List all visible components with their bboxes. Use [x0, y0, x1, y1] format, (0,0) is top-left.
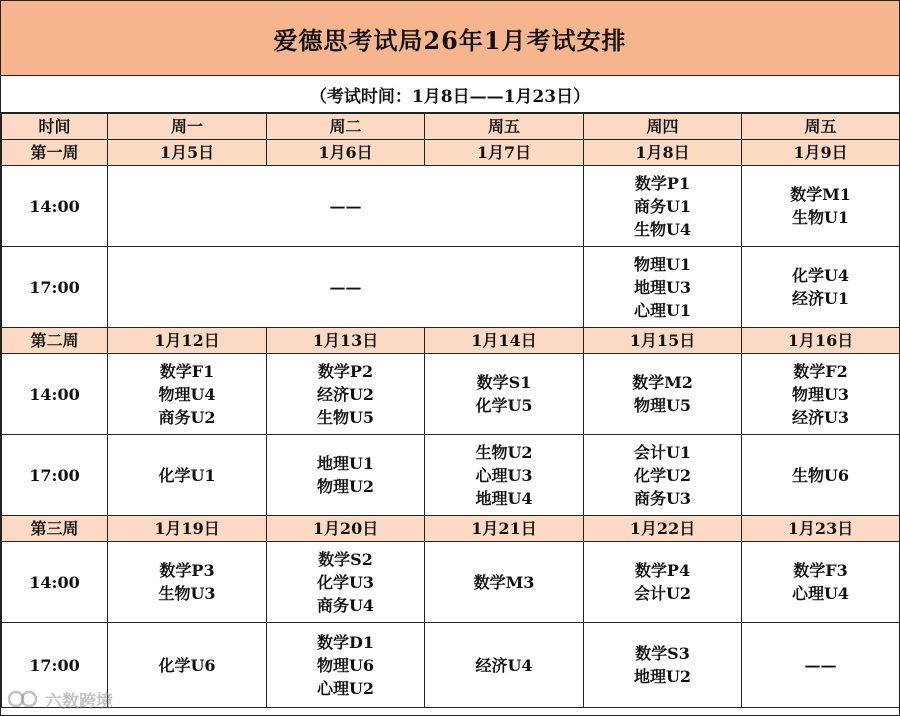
exam-item: 经济U3 [791, 407, 850, 427]
exam-item: 生物U1 [791, 208, 850, 227]
date-cell: 1月5日 [108, 140, 267, 166]
exam-item: 地理U2 [633, 667, 692, 686]
exam-item: 数学P3 [159, 561, 215, 580]
header-day-2: 周二 [267, 114, 425, 140]
exam-item: 经济U2 [316, 384, 375, 404]
date-cell: 1月8日 [584, 140, 742, 166]
date-cell: 1月6日 [267, 140, 425, 166]
exam-item: 物理U5 [633, 396, 692, 415]
exam-item: 数学F2 [793, 361, 848, 381]
exam-cell [584, 435, 742, 516]
exam-item: 数学M1 [790, 185, 851, 204]
header-day-1: 周一 [108, 114, 267, 140]
time-slot-row [2, 623, 900, 708]
week-label: 第二周 [2, 328, 108, 354]
date-cell: 1月19日 [108, 516, 267, 542]
exam-cell [584, 247, 742, 328]
time-cell: 14:00 [2, 166, 108, 247]
exam-item: 会计U2 [633, 584, 692, 603]
header-day-5: 周五 [742, 114, 900, 140]
exam-item: 商务U2 [158, 407, 216, 427]
header-time: 时间 [2, 114, 108, 140]
exam-item: 数学M3 [473, 572, 535, 592]
exam-item: 经济U4 [475, 655, 533, 675]
exam-item: 物理U1 [633, 254, 692, 274]
no-exam-cell: —— [108, 247, 584, 328]
date-cell: 1月23日 [742, 516, 900, 542]
date-cell: 1月16日 [742, 328, 900, 354]
exam-item: 物理U4 [158, 384, 216, 404]
exam-cell [267, 542, 425, 623]
week-label: 第一周 [2, 140, 108, 166]
time-slot-row [2, 166, 900, 247]
exam-item: 数学P4 [634, 561, 691, 580]
week-row [2, 140, 900, 166]
exam-cell [742, 166, 900, 247]
exam-item: 化学U6 [158, 655, 216, 675]
header-row [2, 114, 900, 140]
exam-item: 商务U3 [633, 488, 692, 508]
exam-cell [425, 354, 584, 435]
header-day-3: 周五 [425, 114, 584, 140]
date-cell: 1月22日 [584, 516, 742, 542]
exam-cell [425, 435, 584, 516]
exam-cell [584, 623, 742, 708]
exam-cell [267, 354, 425, 435]
exam-item: 化学U2 [633, 465, 692, 485]
time-slot-row [2, 435, 900, 516]
exam-item: —— [804, 655, 837, 675]
exam-item: 心理U4 [791, 584, 850, 603]
header-day-4: 周四 [584, 114, 742, 140]
exam-item: 物理U2 [316, 477, 375, 496]
exam-item: 化学U1 [158, 465, 216, 485]
time-cell: 17:00 [2, 435, 108, 516]
no-exam-cell: —— [108, 166, 584, 247]
time-cell: 14:00 [2, 542, 108, 623]
watermark-text: 六数跨境 [45, 691, 113, 712]
exam-item: 数学P1 [634, 173, 691, 193]
exam-item: 心理U3 [475, 465, 533, 485]
date-cell: 1月13日 [267, 328, 425, 354]
exam-item: 生物U5 [316, 407, 375, 427]
exam-cell [108, 354, 267, 435]
exam-cell [584, 542, 742, 623]
exam-cell [584, 354, 742, 435]
time-slot-row [2, 354, 900, 435]
exam-item: 地理U1 [316, 454, 375, 473]
exam-item: 物理U3 [791, 384, 850, 404]
date-cell: 1月20日 [267, 516, 425, 542]
exam-item: 生物U2 [475, 442, 533, 462]
exam-cell [584, 166, 742, 247]
date-cell: 1月21日 [425, 516, 584, 542]
exam-item: 地理U4 [475, 488, 533, 508]
exam-item: 化学U4 [791, 266, 850, 285]
exam-item: 物理U6 [316, 655, 375, 675]
exam-item: 数学F1 [159, 361, 215, 381]
exam-cell [267, 623, 425, 708]
exam-item: 会计U1 [633, 442, 692, 462]
time-slot-row [2, 247, 900, 328]
exam-cell [742, 542, 900, 623]
exam-item: 数学S2 [318, 549, 373, 569]
exam-cell [425, 542, 584, 623]
exam-period-subtitle: （考试时间：1月8日——1月23日） [1, 76, 899, 113]
date-cell: 1月7日 [425, 140, 584, 166]
exam-item: 数学F3 [793, 561, 848, 580]
exam-item: 数学D1 [316, 632, 374, 652]
exam-item: 化学U5 [475, 396, 533, 415]
exam-item: 生物U6 [791, 465, 850, 485]
exam-item: 心理U2 [316, 678, 375, 698]
week-label: 第三周 [2, 516, 108, 542]
exam-item: 生物U3 [158, 584, 216, 603]
date-cell: 1月14日 [425, 328, 584, 354]
exam-item: 数学P2 [317, 361, 374, 381]
exam-item: 数学S3 [635, 644, 690, 663]
date-cell: 1月15日 [584, 328, 742, 354]
exam-cell [742, 435, 900, 516]
exam-cell [108, 542, 267, 623]
exam-item: 商务U4 [316, 595, 375, 615]
exam-item: 数学M2 [632, 373, 693, 392]
exam-cell [108, 623, 267, 708]
time-cell: 14:00 [2, 354, 108, 435]
exam-cell [108, 435, 267, 516]
exam-cell [742, 247, 900, 328]
date-cell: 1月12日 [108, 328, 267, 354]
time-cell: 17:00 [2, 247, 108, 328]
exam-item: 心理U1 [633, 300, 692, 320]
week-row [2, 328, 900, 354]
exam-item: 地理U3 [633, 277, 692, 297]
watermark [7, 685, 113, 713]
time-slot-row [2, 542, 900, 623]
week-row [2, 516, 900, 542]
exam-cell [267, 435, 425, 516]
exam-cell [742, 623, 900, 708]
exam-cell [425, 623, 584, 708]
exam-item: 经济U1 [791, 289, 850, 308]
exam-item: 生物U4 [633, 219, 692, 239]
time-cell: 17:00 [2, 623, 108, 708]
schedule-title: 爱德思考试局26年1月考试安排 [1, 1, 899, 76]
exam-item: 数学S1 [476, 373, 532, 392]
schedule-table [1, 113, 900, 708]
exam-item: 商务U1 [633, 196, 692, 216]
date-cell: 1月9日 [742, 140, 900, 166]
exam-cell [742, 354, 900, 435]
exam-item: 化学U3 [316, 572, 375, 592]
watermark-logo-icon [7, 687, 41, 711]
